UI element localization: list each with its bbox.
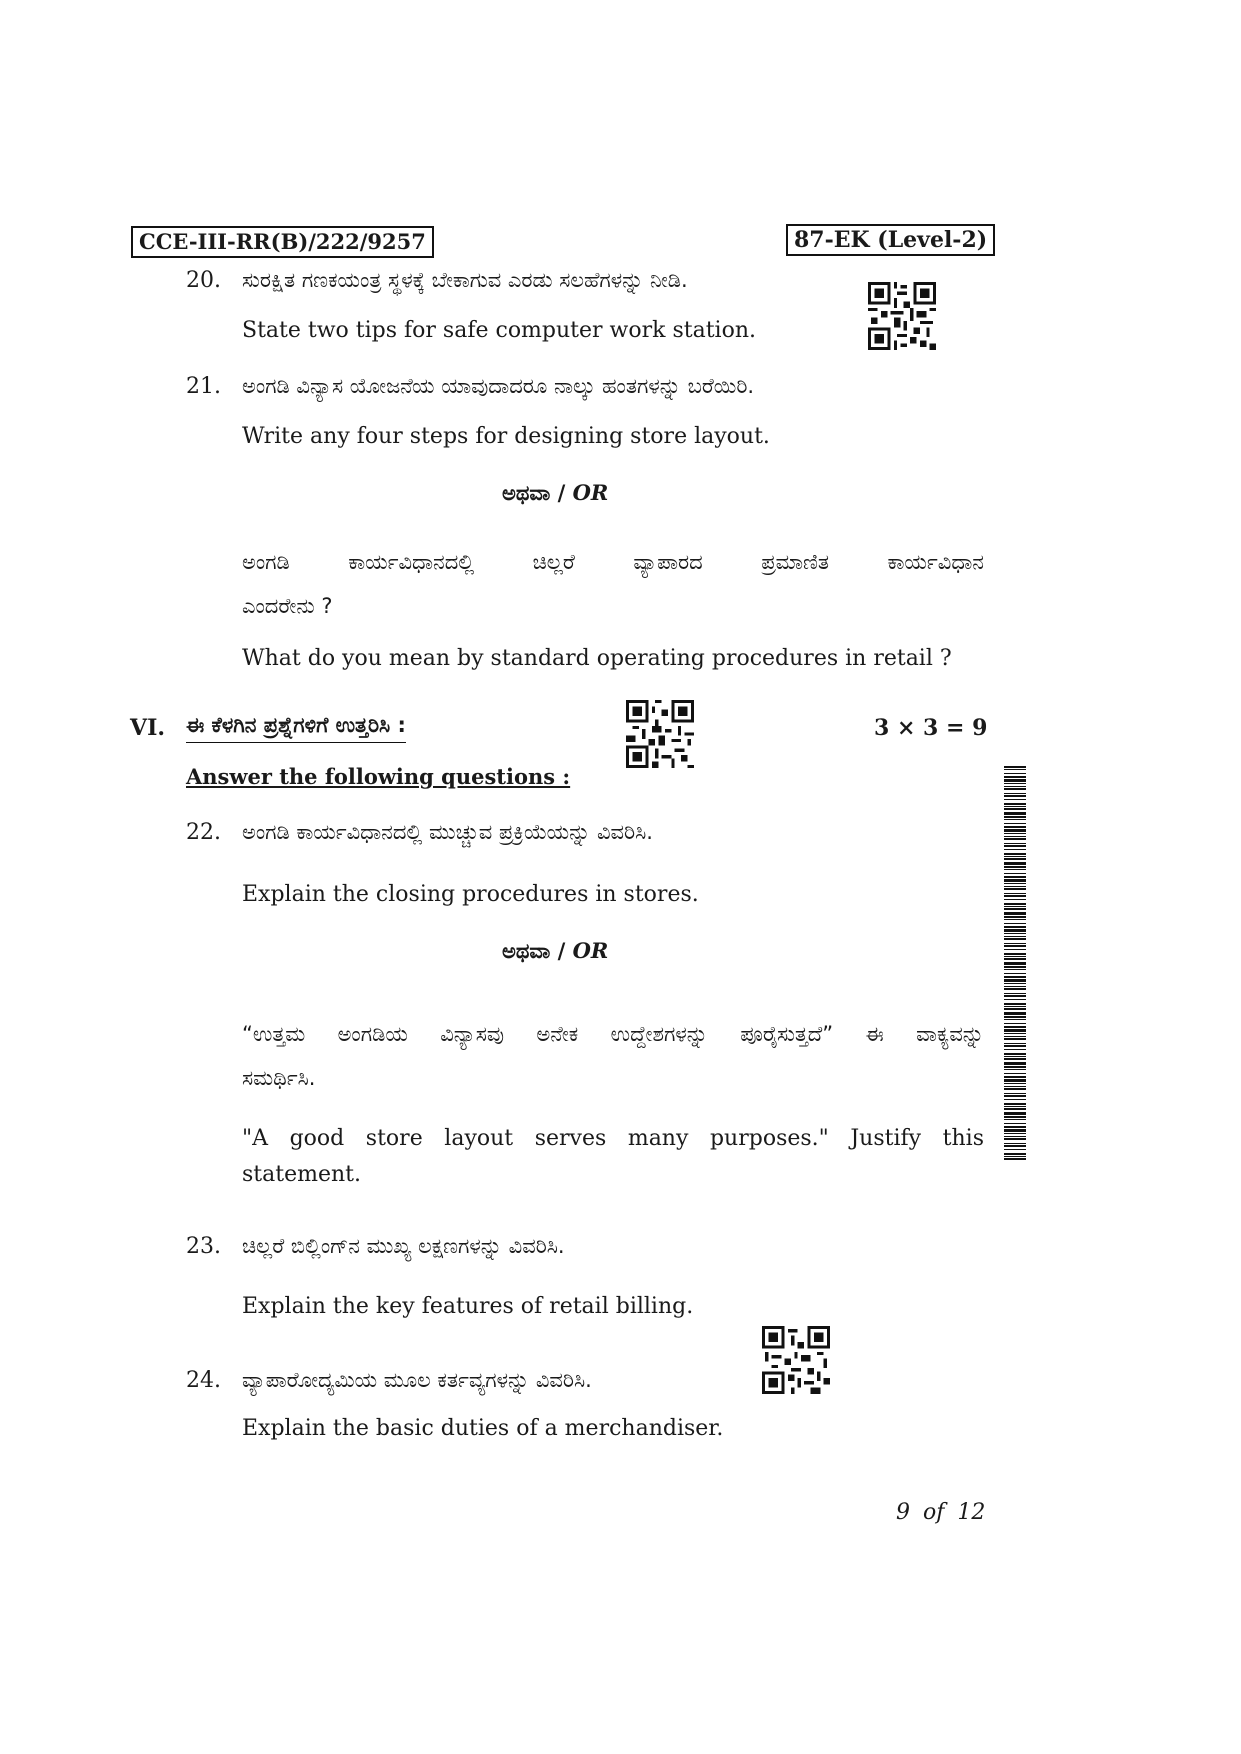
question-number: 23. xyxy=(186,1234,221,1259)
question-text-english: Write any four steps for designing store layout. xyxy=(242,424,770,449)
section-roman-numeral: VI. xyxy=(130,715,166,741)
alternative-question-kannada: ಅಂಗಡಿ ಕಾರ್ಯವಿಧಾನದಲ್ಲಿ ಚಿಲ್ಲರೆ ವ್ಯಾಪಾರದ ಪ್ರಮಾಣಿತ ಕಾರ್ಯವಿಧಾನ xyxy=(242,550,984,574)
alternative-question-english: What do you mean by standard operating procedures in retail ? xyxy=(242,646,952,671)
alternative-question-kannada: ಎಂದರೇನು ? xyxy=(242,594,333,618)
or-kannada: ಅಥವಾ xyxy=(502,481,551,505)
qr-code-icon xyxy=(626,700,694,768)
page-current: 9 xyxy=(896,1500,910,1525)
or-kannada: ಅಥವಾ xyxy=(502,939,551,963)
question-text-english: Explain the closing procedures in stores. xyxy=(242,882,699,907)
question-number: 22. xyxy=(186,820,221,845)
question-number: 20. xyxy=(186,268,221,293)
or-separator xyxy=(502,938,608,964)
barcode-icon xyxy=(1004,766,1026,1160)
or-slash: / xyxy=(557,480,573,505)
or-slash: / xyxy=(557,938,573,963)
paper-code-left: CCE-III-RR(B)/222/9257 xyxy=(131,226,434,258)
question-text-kannada: ಅಂಗಡಿ ವಿನ್ಯಾಸ ಯೋಜನೆಯ ಯಾವುದಾದರೂ ನಾಲ್ಕು ಹಂತಗಳನ್ನು ಬರೆಯಿರಿ. xyxy=(242,374,755,398)
page-number xyxy=(896,1500,985,1525)
or-separator xyxy=(502,480,608,506)
alternative-question-kannada: “ಉತ್ತಮ ಅಂಗಡಿಯ ವಿನ್ಯಾಸವು ಅನೇಕ ಉದ್ದೇಶಗಳನ್ನು ಪೂರೈಸುತ್ತದೆ” ಈ ವಾಕ್ಯವನ್ನು xyxy=(242,1022,984,1046)
question-text-english: Explain the basic duties of a merchandiser. xyxy=(242,1416,724,1441)
or-english: OR xyxy=(572,480,609,505)
section-heading-kannada: ಈ ಕೆಳಗಿನ ಪ್ರಶ್ನೆಗಳಿಗೆ ಉತ್ತರಿಸಿ : xyxy=(186,713,406,743)
qr-code-icon xyxy=(762,1326,830,1394)
question-text-kannada: ಚಿಲ್ಲರೆ ಬಿಲ್ಲಿಂಗ್‌ನ ಮುಖ್ಯ ಲಕ್ಷಣಗಳನ್ನು ವಿವರಿಸಿ. xyxy=(242,1234,565,1258)
or-english: OR xyxy=(572,938,609,963)
qr-code-icon xyxy=(868,282,936,350)
question-text-english: Explain the key features of retail billing. xyxy=(242,1294,694,1319)
paper-code-right: 87-EK (Level-2) xyxy=(786,224,995,256)
alternative-question-kannada: ಸಮರ್ಥಿಸಿ. xyxy=(242,1066,316,1090)
page-total: 12 xyxy=(957,1500,986,1525)
alternative-question-english: "A good store layout serves many purposes." Justify this xyxy=(242,1126,984,1151)
section-marks: 3 × 3 = 9 xyxy=(874,715,988,741)
question-number: 24. xyxy=(186,1368,221,1393)
question-text-kannada: ಅಂಗಡಿ ಕಾರ್ಯವಿಧಾನದಲ್ಲಿ ಮುಚ್ಚುವ ಪ್ರಕ್ರಿಯೆಯನ್ನು ವಿವರಿಸಿ. xyxy=(242,820,653,844)
page-of: of xyxy=(923,1500,945,1525)
question-text-kannada: ವ್ಯಾಪಾರೋದ್ಯಮಿಯ ಮೂಲ ಕರ್ತವ್ಯಗಳನ್ನು ವಿವರಿಸಿ. xyxy=(242,1368,592,1392)
question-text-kannada: ಸುರಕ್ಷಿತ ಗಣಕಯಂತ್ರ ಸ್ಥಳಕ್ಕೆ ಬೇಕಾಗುವ ಎರಡು ಸಲಹೆಗಳನ್ನು ನೀಡಿ. xyxy=(242,268,688,292)
question-text-english: State two tips for safe computer work station. xyxy=(242,318,756,343)
question-number: 21. xyxy=(186,374,221,399)
alternative-question-english: statement. xyxy=(242,1162,361,1187)
section-heading-english: Answer the following questions : xyxy=(186,764,571,789)
